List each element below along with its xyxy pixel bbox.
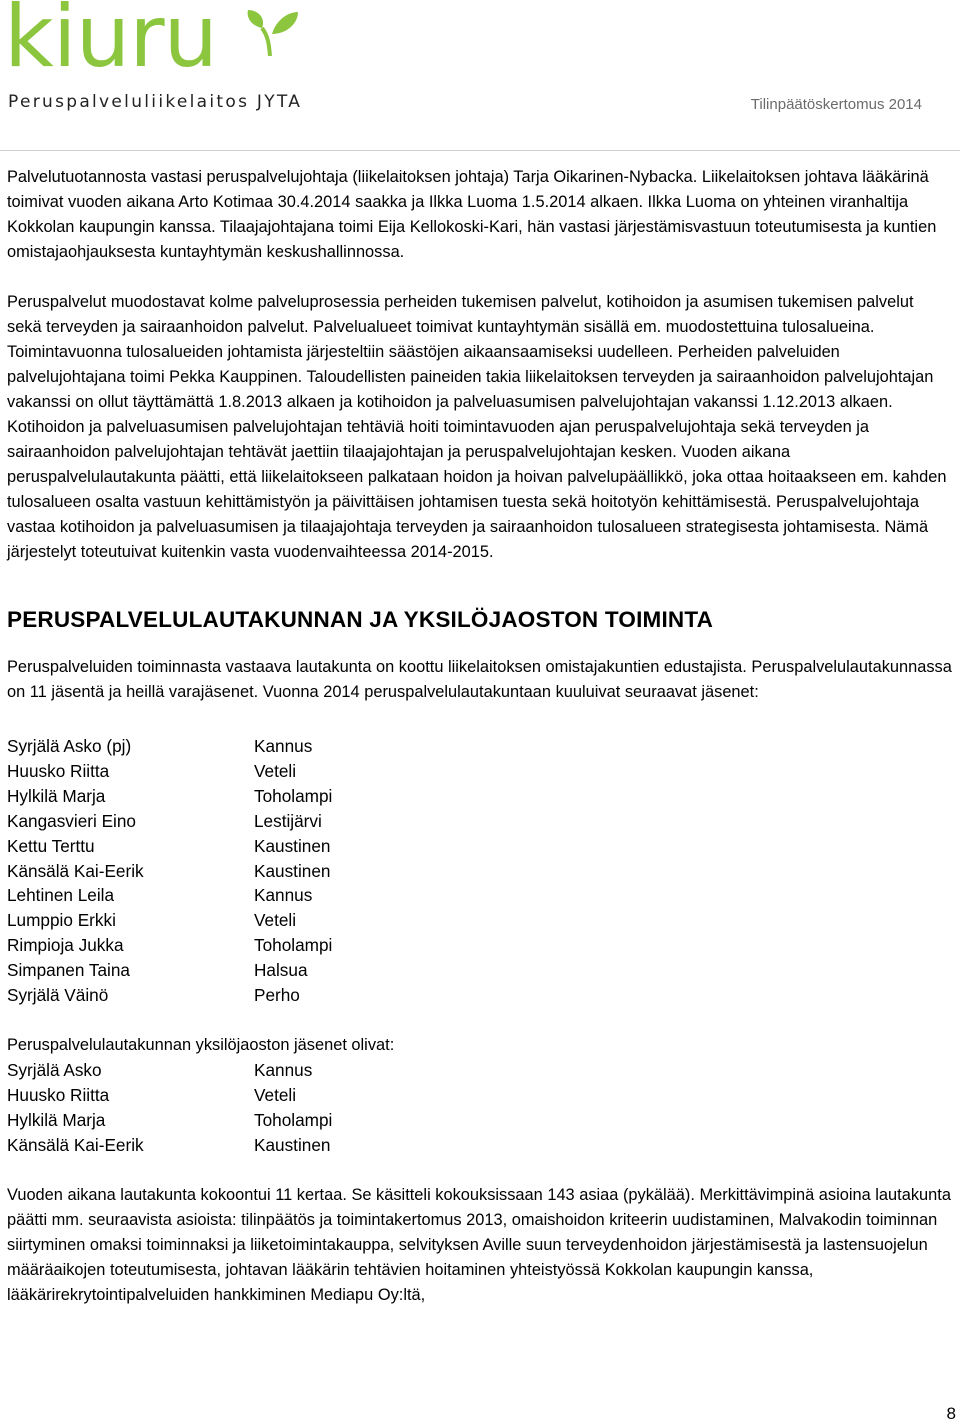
- member-town: Perho: [254, 985, 300, 1006]
- paragraph-committee-intro: Peruspalveluiden toiminnasta vastaava lautakunta on koottu liikelaitoksen omistajakuntien edustajista. Peruspalvelulautakunnassa on 11 jäsentä ja heillä varajäsenet. Vuonna 2014 peruspalvelulautakuntaan kuuluivat seuraavat jäsenet:: [7, 658, 952, 701]
- paragraph-meetings: Vuoden aikana lautakunta kokoontui 11 kertaa. Se käsitteli kokouksissaan 143 asiaa (pykälää). Merkittävimpinä asioina lautakunta päätti mm. seuraavista asioista: tilinpäätös ja toimintakertomus 2013, omaishoidon kriteerin uudistaminen, Malvakodin toiminnan siirtyminen omaksi toiminnaksi ja liiketoimintakauppa, selvityksen Aville suun terveydenhoidon järjestämisestä ja lastensuojelun määräaikojen toteutumisesta, johtavan lääkärin tehtävien hoitaminen yhteistyössä Kokkolan kaupungin kanssa, lääkärirekrytointipalveluiden hankkiminen Mediapu Oy:ltä,: [7, 1185, 951, 1304]
- page-number: 8: [946, 1404, 956, 1423]
- member-town: Kaustinen: [254, 1134, 331, 1155]
- member-town: Kannus: [254, 1059, 313, 1080]
- member-name: Hylkilä Marja: [7, 785, 106, 806]
- member-town: Veteli: [254, 910, 297, 931]
- member-name: Känsälä Kai-Eerik: [7, 1134, 144, 1155]
- member-row: [7, 859, 952, 884]
- kiuru-logo: [4, 0, 304, 120]
- subcommittee-row: [7, 1108, 952, 1133]
- report-title: Tilinpäätöskertomus 2014: [750, 96, 922, 113]
- subcommittee-intro: Peruspalvelulautakunnan yksilöjaoston jäsenet olivat:: [7, 1035, 395, 1054]
- section-heading: PERUSPALVELULAUTAKUNNAN JA YKSILÖJAOSTON TOIMINTA: [7, 607, 714, 632]
- page-content: [7, 165, 952, 1308]
- logo-wordmark: kiuru: [4, 0, 218, 87]
- paragraph-management: Palvelutuotannosta vastasi peruspalvelujohtaja (liikelaitoksen johtaja) Tarja Oikarinen-Nybacka. Liikelaitoksen johtava lääkärinä toimivat vuoden aikana Arto Kotimaa 30.4.2014 saakka ja Ilkka Luoma 1.5.2014 alkaen. Ilkka Luoma on yhteinen viranhaltija Kokkolan kaupungin kanssa. Tilaajajohtajana toimi Eija Kellokoski-Kari, hän vastasi järjestämisvastuun toteutumisesta ja kuntien omistajaohjauksesta kuntayhtymän keskushallinnossa.: [7, 168, 937, 261]
- member-list: [7, 734, 952, 1008]
- member-town: Halsua: [254, 960, 308, 981]
- member-town: Kannus: [254, 736, 313, 756]
- member-row: [7, 933, 952, 958]
- member-town: Veteli: [254, 760, 297, 781]
- member-name: Kangasvieri Eino: [7, 810, 136, 831]
- header-divider: [0, 150, 960, 151]
- member-town: Kaustinen: [254, 860, 331, 881]
- member-town: Kaustinen: [254, 835, 331, 856]
- member-name: Syrjälä Asko: [7, 1059, 102, 1080]
- member-name: Hylkilä Marja: [7, 1109, 106, 1130]
- member-town: Kannus: [254, 885, 313, 906]
- member-row: [7, 759, 952, 784]
- member-row: [7, 983, 952, 1008]
- paragraph-services: Peruspalvelut muodostavat kolme palveluprosessia perheiden tukemisen palvelut, kotihoidon ja asumisen tukemisen palvelut sekä terveyden ja sairaanhoidon palvelut. Palvelualueet toimivat kuntayhtymän sisällä em. muodostettuina tulosalueina. Toimintavuonna tulosalueiden johtamista järjesteltiin säästöjen aikaansaamiseksi uudelleen. Perheiden palveluiden palvelujohtajana toimi Pekka Kauppinen. Taloudellisten paineiden takia liikelaitoksen terveyden ja sairaanhoidon palvelujohtajan vakanssi on ollut täyttämättä 1.8.2013 alkaen ja kotihoidon ja palveluasumisen palvelujohtajan vakanssi 1.12.2013 alkaen. Kotihoidon ja palveluasumisen palvelujohtajan tehtäviä hoiti toimintavuoden ajan peruspalvelujohtaja sekä terveyden ja sairaanhoidon palvelujohtajan tehtävät jaettiin tilaajajohtajan ja peruspalvelujohtajan kesken. Vuoden aikana peruspalvelulautakunta päätti, että liikelaitokseen palkataan hoidon ja hoivan palvelupäällikkö, joka ottaa hoitaakseen em. kahden tulosalueen osalta vastuun kehittämistyön ja päivittäisen johtamisen tuesta sekä hoitotyön kehittämisestä. Peruspalvelujohtaja vastaa kotihoidon ja palveluasumisen ja tilaajajohtaja terveyden ja sairaanhoidon tulosalueen strategisesta johtamisesta. Nämä järjestelyt toteutuivat kuitenkin vasta vuodenvaihteessa 2014-2015.: [7, 293, 947, 561]
- member-town: Toholampi: [254, 935, 333, 956]
- member-name: Lehtinen Leila: [7, 885, 115, 906]
- page-header: [0, 0, 960, 152]
- logo-subtitle: Peruspalveluliikelaitos JYTA: [8, 92, 303, 112]
- subcommittee-row: [7, 1058, 952, 1083]
- member-name: Kettu Terttu: [7, 835, 95, 856]
- member-name: Syrjälä Väinö: [7, 985, 109, 1006]
- member-row: [7, 809, 952, 834]
- member-town: Toholampi: [254, 785, 333, 806]
- member-name: Huusko Riitta: [7, 1084, 110, 1105]
- member-name: Simpanen Taina: [7, 960, 130, 981]
- member-row: [7, 958, 952, 983]
- member-row: [7, 734, 952, 759]
- member-town: Veteli: [254, 1084, 297, 1105]
- member-name: Känsälä Kai-Eerik: [7, 860, 144, 881]
- member-row: [7, 784, 952, 809]
- member-name: Syrjälä Asko (pj): [7, 736, 132, 756]
- member-name: Huusko Riitta: [7, 760, 110, 781]
- member-name: Lumppio Erkki: [7, 910, 116, 931]
- subcommittee-list: [7, 1058, 952, 1158]
- member-row: [7, 883, 952, 908]
- member-town: Toholampi: [254, 1109, 333, 1130]
- leaf-icon: [242, 6, 300, 58]
- member-name: Rimpioja Jukka: [7, 935, 124, 956]
- member-town: Lestijärvi: [254, 810, 322, 831]
- subcommittee-row: [7, 1083, 952, 1108]
- member-row: [7, 908, 952, 933]
- member-row: [7, 834, 952, 859]
- subcommittee-row: [7, 1133, 952, 1158]
